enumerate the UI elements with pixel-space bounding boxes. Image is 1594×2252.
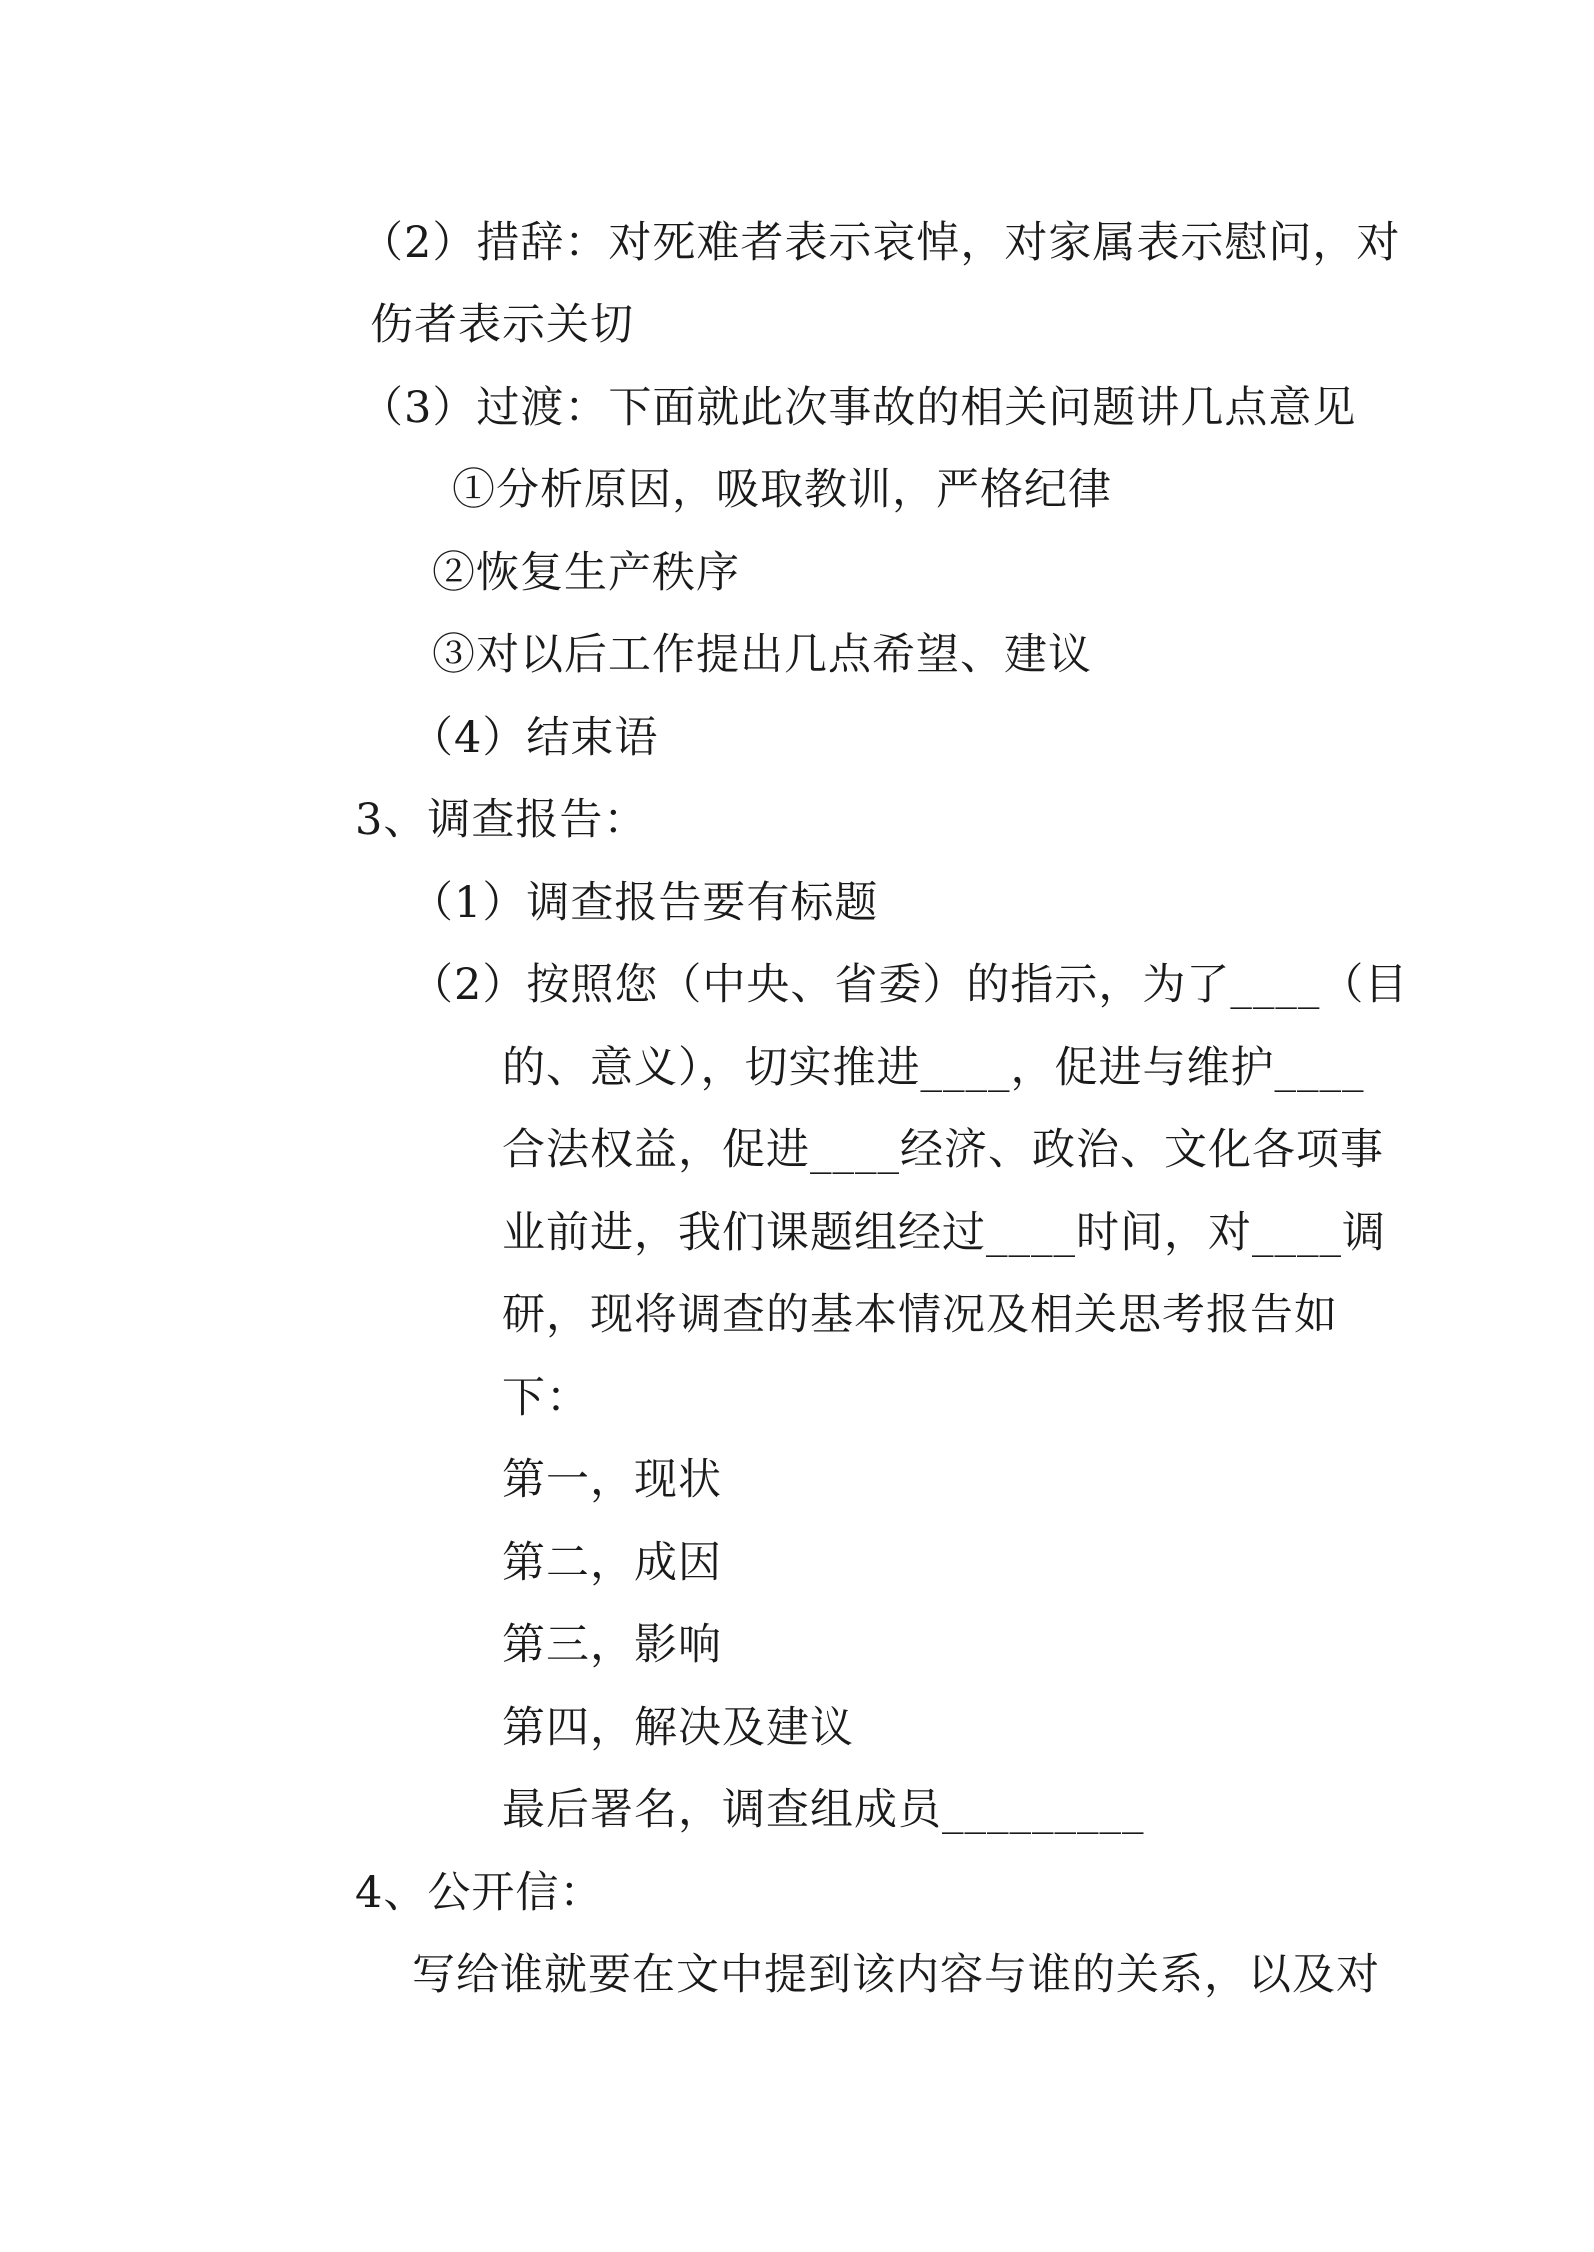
- list-item: 第二，成因: [502, 1538, 722, 1588]
- text-line: 的、意义），切实推进____，促进与维护____: [502, 1043, 1365, 1093]
- text-line: （1）调查报告要有标题: [410, 878, 879, 928]
- text-line: 伤者表示关切: [370, 300, 634, 350]
- list-item: 第一，现状: [502, 1455, 722, 1505]
- text-line: 写给谁就要在文中提到该内容与谁的关系，以及对: [412, 1950, 1380, 2000]
- text-line: （2）措辞：对死难者表示哀悼，对家属表示慰问，对: [360, 218, 1401, 268]
- text-line: 研，现将调查的基本情况及相关思考报告如: [502, 1290, 1338, 1340]
- text-line: 下：: [502, 1373, 590, 1423]
- section-heading: 4、公开信：: [355, 1868, 604, 1918]
- text-line: （3）过渡：下面就此次事故的相关问题讲几点意见: [360, 383, 1357, 433]
- section-heading: 3、调查报告：: [355, 795, 648, 845]
- text-line: ②恢复生产秩序: [432, 548, 740, 598]
- text-line: ③对以后工作提出几点希望、建议: [432, 630, 1092, 680]
- list-item: 第三，影响: [502, 1620, 722, 1670]
- text-line: 最后署名，调查组成员_________: [502, 1785, 1145, 1835]
- text-line: 业前进，我们课题组经过____时间，对____调: [502, 1208, 1386, 1258]
- text-line: ①分析原因，吸取教训，严格纪律: [452, 465, 1112, 515]
- text-line: 合法权益，促进____经济、政治、文化各项事: [502, 1125, 1384, 1175]
- text-line: （4）结束语: [410, 713, 659, 763]
- list-item: 第四，解决及建议: [502, 1703, 854, 1753]
- text-line: （2）按照您（中央、省委）的指示，为了____（目: [410, 960, 1409, 1010]
